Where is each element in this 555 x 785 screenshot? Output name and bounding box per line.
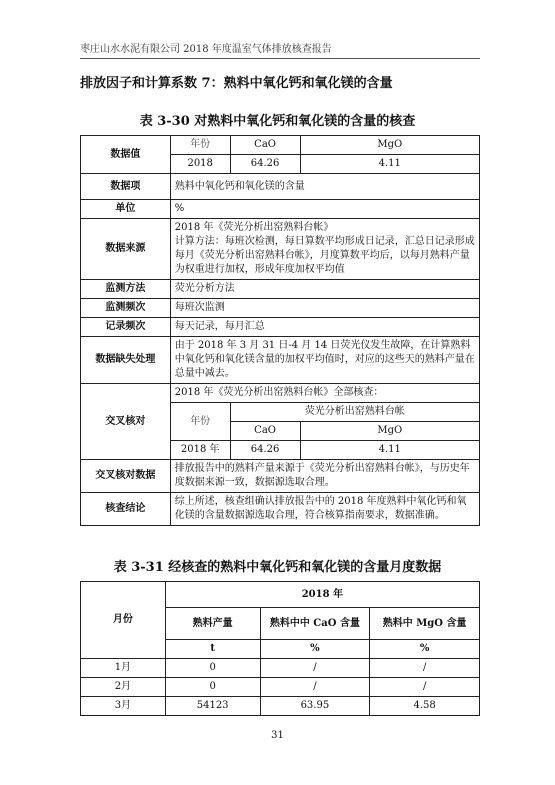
cross-cao-header: CaO: [230, 422, 300, 441]
year-value: 2018: [170, 155, 230, 174]
cross-check-label: 交叉核对: [81, 384, 171, 460]
mgo-cell: 4.58: [370, 697, 480, 716]
page-number: 31: [271, 730, 284, 741]
cross-check-title: 2018 年《荧光分析出窑熟料台帐》全部核查：: [170, 384, 479, 403]
page-header: 枣庄山水水泥有限公司 2018 年度温室气体排放核查报告: [80, 44, 332, 55]
unit-label: 单位: [81, 200, 171, 219]
method-label: 监测方法: [81, 280, 171, 299]
cross-year-header: 年份: [170, 403, 230, 441]
mgo-value: 4.11: [300, 155, 479, 174]
missing-data-label: 数据缺失处理: [81, 337, 171, 384]
output-cell: 0: [165, 678, 260, 697]
year-header: 年份: [170, 136, 230, 155]
mgo-cell: /: [370, 678, 480, 697]
cao-cell: 63.95: [260, 697, 370, 716]
source-line-2: 计算方法：每班次检测，每日算数平均形成日记录，汇总日记录形成每月《荧光分析出窑熟料台帐》，月度算数平均后，以每月熟料产量为权重进行加权，形成年度加权平均值: [174, 236, 475, 275]
month-cell: 1月: [81, 659, 166, 678]
recording-label: 记录频次: [81, 318, 171, 337]
mgo-unit: %: [370, 640, 480, 659]
cao-content-header: 熟料中中 CaO 含量: [260, 608, 370, 640]
output-unit: t: [165, 640, 260, 659]
cross-data-label: 交叉核对数据: [81, 460, 171, 493]
year-2018-header: 2018 年: [165, 582, 479, 608]
method-value: 荧光分析方法: [170, 280, 479, 299]
header-divider: [80, 58, 480, 59]
cross-cao-value: 64.26: [230, 441, 300, 460]
cross-data-value: 排放报告中的熟料产量来源于《荧光分析出窑熟料台帐》，与历史年度数据来源一致，数据源选取合理。: [170, 460, 479, 493]
source-value: [170, 219, 479, 280]
recording-value: 每天记录，每月汇总: [170, 318, 479, 337]
cao-unit: %: [260, 640, 370, 659]
month-cell: 3月: [81, 697, 166, 716]
data-value-label: 数据值: [81, 136, 171, 174]
table-3-31-caption: 表 3-31 经核查的熟料中氧化钙和氧化镁的含量月度数据: [113, 560, 442, 575]
output-header: 熟料产量: [165, 608, 260, 640]
source-label: 数据来源: [81, 219, 171, 280]
output-cell: 0: [165, 659, 260, 678]
month-header: 月份: [81, 582, 166, 659]
source-line-1: 2018 年《荧光分析出窑熟料台帐》: [174, 222, 334, 233]
conclusion-label: 核查结论: [81, 493, 171, 526]
cross-mgo-value: 4.11: [300, 441, 479, 460]
cao-header: CaO: [230, 136, 300, 155]
mgo-header: MgO: [300, 136, 479, 155]
month-cell: 2月: [81, 678, 166, 697]
conclusion-value: 综上所述，核查组确认排放报告中的 2018 年度熟料中氧化钙和氧化镁的含量数据源选取合理，符合核算指南要求，数据准确。: [170, 493, 479, 526]
frequency-label: 监测频次: [81, 299, 171, 318]
mgo-cell: /: [370, 659, 480, 678]
mgo-content-header: 熟料中 MgO 含量: [370, 608, 480, 640]
missing-data-value: 由于 2018 年 3 月 31 日-4 月 14 日荧光仪发生故障，在计算熟料中氧化钙和氧化镁含量的加权平均值时，对应的这些天的熟料产量在总量中减去。: [170, 337, 479, 384]
cao-cell: /: [260, 678, 370, 697]
verification-table-3-30: [80, 135, 480, 526]
unit-value: %: [170, 200, 479, 219]
data-item-label: 数据项: [81, 174, 171, 200]
output-cell: 54123: [165, 697, 260, 716]
frequency-value: 每班次监测: [170, 299, 479, 318]
section-heading: 排放因子和计算系数 7：熟料中氧化钙和氧化镁的含量: [80, 76, 393, 91]
cross-mgo-header: MgO: [300, 422, 479, 441]
table-3-30-caption: 表 3-30 对熟料中氧化钙和氧化镁的含量的核查: [139, 114, 416, 129]
monthly-data-table-3-31: [80, 581, 480, 716]
cao-value: 64.26: [230, 155, 300, 174]
cross-year-value: 2018 年: [170, 441, 230, 460]
cross-ledger-header: 荧光分析出窑熟料台帐: [230, 403, 479, 422]
data-item-value: 熟料中氧化钙和氧化镁的含量: [170, 174, 479, 200]
cao-cell: /: [260, 659, 370, 678]
